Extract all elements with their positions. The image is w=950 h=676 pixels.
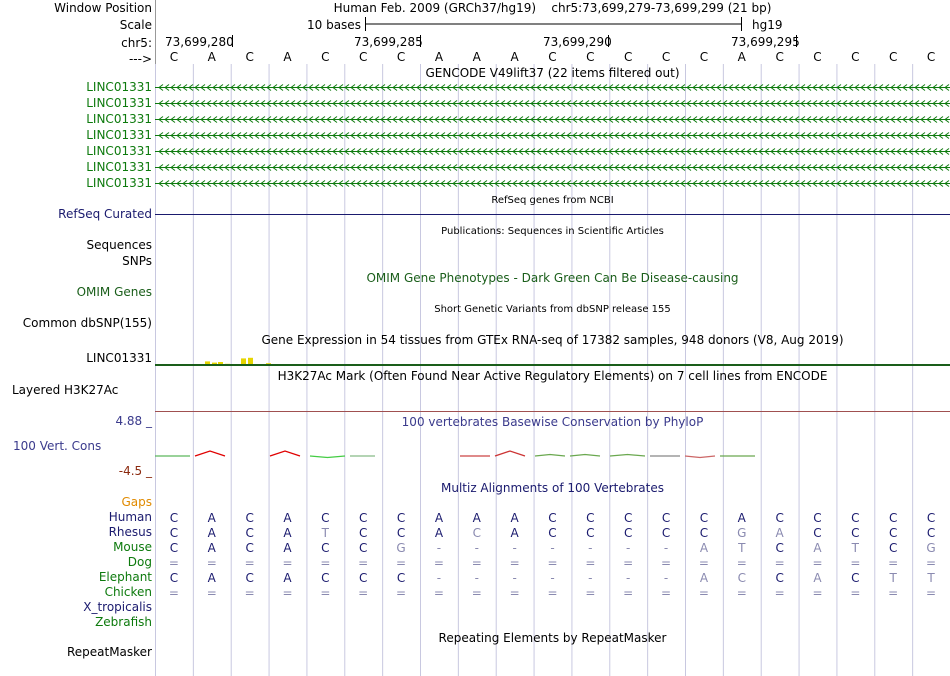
alignment-base: = [282,556,293,570]
alignment-base: C [245,571,254,585]
alignment-base: A [510,511,519,525]
alignment-base: C [813,526,822,540]
alignment-base: C [245,526,254,540]
alignment-base: = [926,556,937,570]
multiz-track-title: Multiz Alignments of 100 Vertebrates [440,481,665,495]
alignment-base: = [661,586,672,600]
alignment-base: = [774,586,785,600]
alignment-base: A [699,571,709,585]
species-label: Elephant [98,570,152,584]
alignment-base: A [472,511,481,525]
alignment-base: = [168,556,179,570]
reference-base: A [207,50,216,64]
alignment-base: = [320,556,331,570]
alignment-base: A [207,541,216,555]
reference-base: C [548,50,557,64]
alignment-base: A [207,526,216,540]
alignment-base: = [358,586,369,600]
alignment-base: C [889,541,898,555]
alignment-base: A [283,526,292,540]
alignment-base: C [813,511,822,525]
coord-label: 73,699,295 [731,35,800,49]
alignment-base: = [623,586,634,600]
alignment-base: A [699,541,709,555]
phylop-max-label: 4.88 _ [115,414,152,428]
alignment-base: C [926,511,936,525]
alignment-base: C [851,571,860,585]
alignment-base: = [168,586,179,600]
alignment-base: T [321,526,330,540]
gaps-track-label[interactable]: Gaps [121,495,152,509]
alignment-base: C [321,541,330,555]
alignment-base: T [738,541,746,555]
reference-base: C [699,50,709,64]
reference-base: A [737,50,746,64]
alignment-base: - [626,541,631,555]
alignment-base: C [169,526,179,540]
alignment-base: = [433,586,444,600]
dbsnp-track-title: Short Genetic Variants from dbSNP release 155 [434,304,671,315]
alignment-base: = [471,586,482,600]
alignment-base: = [812,586,823,600]
chrom-label: chr5: [121,36,152,50]
gtex-track-title: Gene Expression in 54 tissues from GTEx RNA-seq of 17382 samples, 948 donors (V8, Aug 2019) [261,333,844,347]
layered-h3k27ac-track-label[interactable]: Layered H3K27Ac [12,383,119,397]
alignment-base: - [436,541,442,555]
alignment-base: = [244,556,255,570]
alignment-base: C [699,511,709,525]
alignment-base: - [512,571,517,585]
species-label: X_tropicalis [83,600,152,614]
alignment-base: G [926,541,936,555]
species-label: Dog [127,555,152,569]
alignment-base: C [926,526,936,540]
alignment-base: C [775,511,784,525]
alignment-base: = [736,556,747,570]
alignment-base: - [663,541,669,555]
alignment-base: C [396,511,406,525]
alignment-base: C [699,526,709,540]
h3k27ac-track-title: H3K27Ac Mark (Often Found Near Active Regulatory Elements) on 7 cell lines from ENCODE [277,369,828,383]
scale-text: 10 bases [307,18,361,32]
alignment-base: A [510,526,519,540]
alignment-base: C [548,511,557,525]
gene-label[interactable]: LINC01331 [86,160,152,174]
alignment-base: = [206,556,217,570]
phylop-wiggle [195,451,225,456]
alignment-base: C [661,526,671,540]
species-label: Zebrafish [95,615,152,629]
reference-base: C [926,50,936,64]
browser-track-image[interactable] [155,0,950,676]
alignment-base: C [775,571,784,585]
omim-track-title: OMIM Gene Phenotypes - Dark Green Can Be Disease-causing [366,271,739,285]
alignment-base: = [547,586,558,600]
alignment-base: C [586,511,595,525]
reference-base: C [775,50,784,64]
reference-base: C [586,50,595,64]
reference-base: A [434,50,444,64]
reference-base: C [624,50,633,64]
alignment-base: C [396,526,406,540]
alignment-base: = [282,586,293,600]
alignment-base: A [434,511,444,525]
coord-label: 73,699,280 [165,35,234,49]
alignment-base: C [661,511,671,525]
alignment-base: = [812,556,823,570]
alignment-base: A [737,511,746,525]
gene-label[interactable]: LINC01331 [86,128,152,142]
alignment-base: = [509,556,520,570]
reference-base: C [851,50,860,64]
alignment-base: C [245,541,254,555]
position-text: chr5:73,699,279-73,699,299 (21 bp) [551,1,772,15]
coord-label: 73,699,290 [543,35,612,49]
gene-label[interactable]: LINC01331 [86,144,152,158]
alignment-base: = [698,586,709,600]
track-labels [0,0,155,676]
alignment-base: C [169,571,179,585]
alignment-base: = [396,586,407,600]
alignment-base: T [889,571,897,585]
gene-label[interactable]: LINC01331 [86,112,152,126]
alignment-base: = [585,586,596,600]
alignment-base: = [736,586,747,600]
alignment-base: C [359,541,368,555]
phylop-wiggle [610,455,645,457]
alignment-base: - [474,541,479,555]
alignment-base: C [851,526,860,540]
reference-base: C [169,50,179,64]
alignment-base: - [663,571,669,585]
gencode-track-title: GENCODE V49lift37 (22 items filtered out) [425,66,680,80]
alignment-base: C [889,526,898,540]
alignment-base: A [283,541,292,555]
alignment-base: A [207,511,216,525]
alignment-base: = [774,556,785,570]
alignment-base: A [283,511,292,525]
phylop-min-label: -4.5 _ [118,464,152,478]
alignment-base: = [888,556,899,570]
gene-label[interactable]: LINC01331 [86,96,152,110]
alignment-base: C [624,511,633,525]
alignment-base: C [624,526,633,540]
alignment-base: = [206,586,217,600]
alignment-base: C [359,571,368,585]
alignment-base: = [698,556,709,570]
alignment-base: C [548,526,557,540]
alignment-base: G [396,541,406,555]
species-label: Human [108,510,152,524]
alignment-base: - [588,541,593,555]
alignment-base: - [512,541,517,555]
alignment-base: T [851,541,860,555]
species-label: Chicken [104,585,152,599]
alignment-base: - [626,571,631,585]
alignment-base: = [244,586,255,600]
alignment-base: = [547,556,558,570]
alignment-base: A [283,571,292,585]
refseq-track-label[interactable]: RefSeq Curated [58,207,152,221]
assembly-text: Human Feb. 2009 (GRCh37/hg19) [333,1,537,15]
alignment-base: - [550,571,555,585]
species-label: Rhesus [108,525,152,539]
gtex-bar [248,358,253,365]
alignment-base: C [472,526,481,540]
phylop-wiggle [535,455,565,457]
alignment-base: C [851,511,860,525]
alignment-base: = [661,556,672,570]
phylop-wiggle [685,456,715,458]
phylop-wiggle [495,451,525,456]
gene-label[interactable]: LINC01331 [86,80,152,94]
alignment-base: - [550,541,555,555]
repeatmasker-track-label[interactable]: RepeatMasker [66,645,152,659]
rmsk-track-title: Repeating Elements by RepeatMasker [438,631,667,645]
species-label: Mouse [113,540,152,554]
alignment-base: C [396,571,406,585]
reference-base: C [661,50,671,64]
alignment-base: = [320,586,331,600]
alignment-base: - [474,571,479,585]
alignment-base: A [434,526,444,540]
reference-base: C [359,50,368,64]
alignment-base: A [207,571,216,585]
alignment-base: C [737,571,746,585]
scale-label: Scale [119,18,152,32]
reference-base: C [245,50,254,64]
reference-base: C [396,50,406,64]
reference-base: C [321,50,330,64]
refseq-track-title: RefSeq genes from NCBI [491,195,614,206]
phylop-wiggle [570,455,600,457]
alignment-base: = [926,586,937,600]
alignment-base: C [245,511,254,525]
dbsnp-track-label[interactable]: Common dbSNP(155) [22,316,152,330]
gene-label[interactable]: LINC01331 [86,176,152,190]
alignment-base: A [813,541,822,555]
alignment-base: C [889,511,898,525]
window-position-label: Window Position [54,1,152,15]
omim-genes-track-label[interactable]: OMIM Genes [76,285,152,299]
alignment-base: = [850,586,861,600]
alignment-base: C [321,511,330,525]
alignment-base: = [358,556,369,570]
alignment-base: C [775,541,784,555]
sequences-track-label[interactable]: Sequences [86,238,152,252]
alignment-base: = [509,586,520,600]
reference-base: A [510,50,519,64]
alignment-base: = [433,556,444,570]
alignment-base: = [585,556,596,570]
alignment-base: = [396,556,407,570]
reference-base: A [283,50,292,64]
snps-track-label[interactable]: SNPs [122,254,152,268]
alignment-base: - [436,571,442,585]
alignment-base: T [927,571,935,585]
alignment-base: - [588,571,593,585]
phylop-wiggle [270,451,300,456]
phylop-wiggle [310,456,345,458]
alignment-base: = [850,556,861,570]
reference-base: C [813,50,822,64]
alignment-base: = [471,556,482,570]
alignment-base: C [169,511,179,525]
publications-track-title: Publications: Sequences in Scientific Articles [441,226,664,237]
alignment-base: C [169,541,179,555]
reference-base: C [889,50,898,64]
alignment-base: = [623,556,634,570]
phylop-track-title: 100 vertebrates Basewise Conservation by PhyloP [401,415,704,429]
alignment-base: A [813,571,822,585]
alignment-base: = [888,586,899,600]
alignment-base: A [775,526,784,540]
position-header [155,1,950,15]
alignment-base: C [359,511,368,525]
alignment-base: G [737,526,747,540]
alignment-base: C [359,526,368,540]
reference-base: A [472,50,481,64]
db-text: hg19 [752,18,783,32]
alignment-base: C [586,526,595,540]
strand-label: ---> [128,52,152,66]
coord-label: 73,699,285 [354,35,423,49]
gtex-gene-label[interactable]: LINC01331 [86,351,152,365]
vert-cons-track-label[interactable]: 100 Vert. Cons [13,439,102,453]
alignment-base: C [321,571,330,585]
